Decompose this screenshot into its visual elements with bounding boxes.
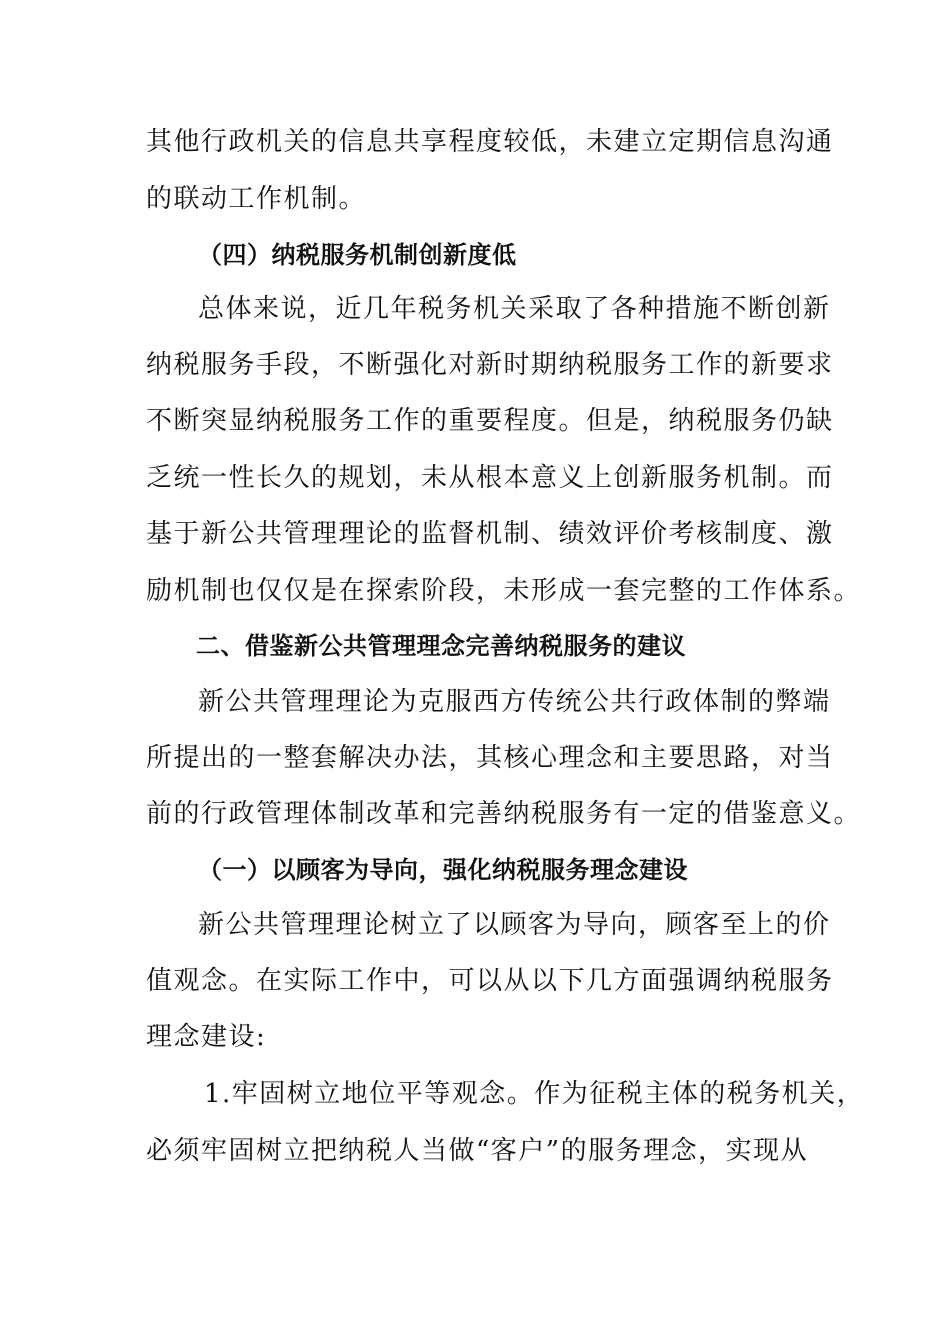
body-text-line: 纳税服务手段，不断强化对新时期纳税服务工作的新要求 bbox=[146, 350, 834, 380]
body-text-line: 基于新公共管理理论的监督机制、绩效评价考核制度、激 bbox=[146, 519, 834, 549]
body-text-line: 乏统一性长久的规划，未从根本意义上创新服务机制。而 bbox=[146, 463, 834, 493]
body-text-line: 其他行政机关的信息共享程度较低，未建立定期信息沟通 bbox=[146, 127, 834, 157]
section-heading-1: （一）以顾客为导向，强化纳税服务理念建设 bbox=[198, 856, 688, 884]
body-text-line: 不断突显纳税服务工作的重要程度。但是，纳税服务仍缺 bbox=[146, 406, 834, 436]
body-text-line: 理念建设: bbox=[146, 1022, 267, 1052]
body-text-line: 前的行政管理体制改革和完善纳税服务有一定的借鉴意义。 bbox=[146, 799, 862, 829]
body-text-line: 的联动工作机制。 bbox=[146, 184, 367, 214]
body-text-line: 所提出的一整套解决办法，其核心理念和主要思路，对当 bbox=[146, 743, 834, 773]
body-text-line: 新公共管理理论树立了以顾客为导向，顾客至上的价 bbox=[198, 910, 831, 940]
body-text-line: 总体来说，近几年税务机关采取了各种措施不断创新 bbox=[198, 294, 831, 324]
list-item-1: 1.牢固树立地位平等观念。作为征税主体的税务机关， bbox=[204, 1079, 865, 1109]
chapter-heading-2: 二、借鉴新公共管理理念完善纳税服务的建议 bbox=[196, 632, 686, 660]
body-text-line: 新公共管理理论为克服西方传统公共行政体制的弊端 bbox=[198, 687, 831, 717]
body-text-line: 励机制也仅仅是在探索阶段，未形成一套完整的工作体系。 bbox=[146, 576, 862, 606]
body-text-line: 必须牢固树立把纳税人当做“客户”的服务理念，实现从 bbox=[146, 1136, 809, 1166]
section-heading-4: （四）纳税服务机制创新度低 bbox=[198, 241, 517, 269]
body-text-line: 值观念。在实际工作中，可以从以下几方面强调纳税服务 bbox=[146, 966, 834, 996]
